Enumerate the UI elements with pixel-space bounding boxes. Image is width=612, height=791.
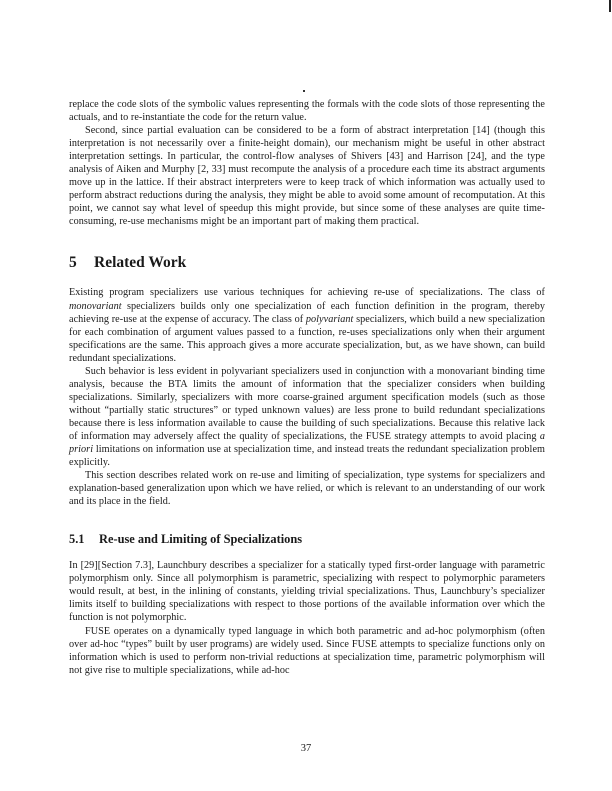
- emphasis-a-priori: a priori: [69, 430, 545, 456]
- subsection-heading-reuse-limiting: [69, 532, 545, 547]
- paragraph-existing-specializers: [69, 286, 545, 364]
- scan-edge-mark: [609, 0, 611, 12]
- continuation-paragraph: replace the code slots of the symbolic values representing the formals with the code slots of those representing the actuals, and to re-instantiate the code for the return value.: [69, 99, 545, 124]
- paragraph-such-behavior: [69, 365, 545, 469]
- section-heading-related-work: [69, 254, 545, 272]
- emphasis-monovariant: monovariant: [69, 300, 122, 312]
- text-run: limitations on information use at specialization time, and instead treats the redundant specialization problem explicitly.: [69, 444, 545, 469]
- text-run: Existing program specializers use various techniques for achieving re-use of specializations. The class of: [69, 287, 545, 299]
- text-run: specializers builds only one specialization of each function definition in the program, thereby achieving re-use at the expense of accuracy. The class of: [69, 300, 545, 325]
- section-title: Related Work: [94, 254, 187, 272]
- emphasis-polyvariant: polyvariant: [305, 313, 354, 325]
- section-number: 5: [69, 254, 77, 272]
- paragraph-fuse-operates: FUSE operates on a dynamically typed language in which both parametric and ad-hoc polymorphism (often over ad-hoc “types” built by user programs) are widely used. Since FUSE attempts to specialize functions only on information which is used to perform non-trivial reductions at specialization time, parametric polymorphism will not give rise to multiple specializations, while ad-hoc: [69, 625, 545, 676]
- paragraph-launchbury: In [29][Section 7.3], Launchbury describes a specializer for a statically typed first-order language with parametric polymorphism only. Since all polymorphism is parametric, specializing with respect to polymorphic parameters would result, at best, in the inlining of constants, yielding trivial specializations. Thus, Launchbury’s specializer limits itself to building specializations with respect to those portions of the available information over which the function is not polymorphic.: [69, 560, 545, 624]
- subsection-title: Re-use and Limiting of Specializations: [99, 532, 303, 547]
- page-number: 37: [300, 743, 312, 754]
- text-run: specializers, which build a new specialization for each combination of argument values passed to a function, re-uses specializations only when their argument specifications are the same. This approach gives a more accurate specialization, but, as we have shown, can build redundant specializations.: [69, 313, 545, 364]
- subsection-number: 5.1: [69, 532, 85, 547]
- paragraph-section-overview: This section describes related work on re-use and limiting of specialization, type systems for specializers and explanation-based generalization upon which we have relied, or which is relevant to an understanding of our work and its place in the field.: [69, 470, 545, 508]
- page-body: [69, 98, 545, 677]
- text-run: Such behavior is less evident in polyvariant specializers used in conjunction with a monovariant binding time analysis, because the BTA limits the amount of information that the specializer considers when building specializations. Similarly, specializers with more coarse-grained argument specification models (such as those without “partially static structures” or typed unknown values) are less prone to build redundant specializations because there is less information available to cause the building of such specializations. Because this relative lack of information may adversely affect the quality of specializations, the FUSE strategy attempts to avoid placing: [69, 365, 545, 442]
- scan-speck: [303, 90, 305, 92]
- paragraph-abstract-interpretation: Second, since partial evaluation can be considered to be a form of abstract interpretation [14] (though this interpretation is not necessarily over a finite-height domain), our mechanism might be useful in other abstract interpretation settings. In particular, the control-flow analyses of Shivers [43] and Harrison [24], and the type analysis of Aiken and Murphy [2, 33] must recompute the analysis of a procedure each time its abstract arguments move up in the lattice. If their abstract interpreters were to keep track of which information was actually used to perform abstract reductions during the analysis, they might be able to avoid some amount of recomputation. At this point, we cannot say what level of speedup this might provide, but since some of these analyses are quite time-consuming, re-use mechanisms might be an important part of making them practical.: [69, 125, 545, 228]
